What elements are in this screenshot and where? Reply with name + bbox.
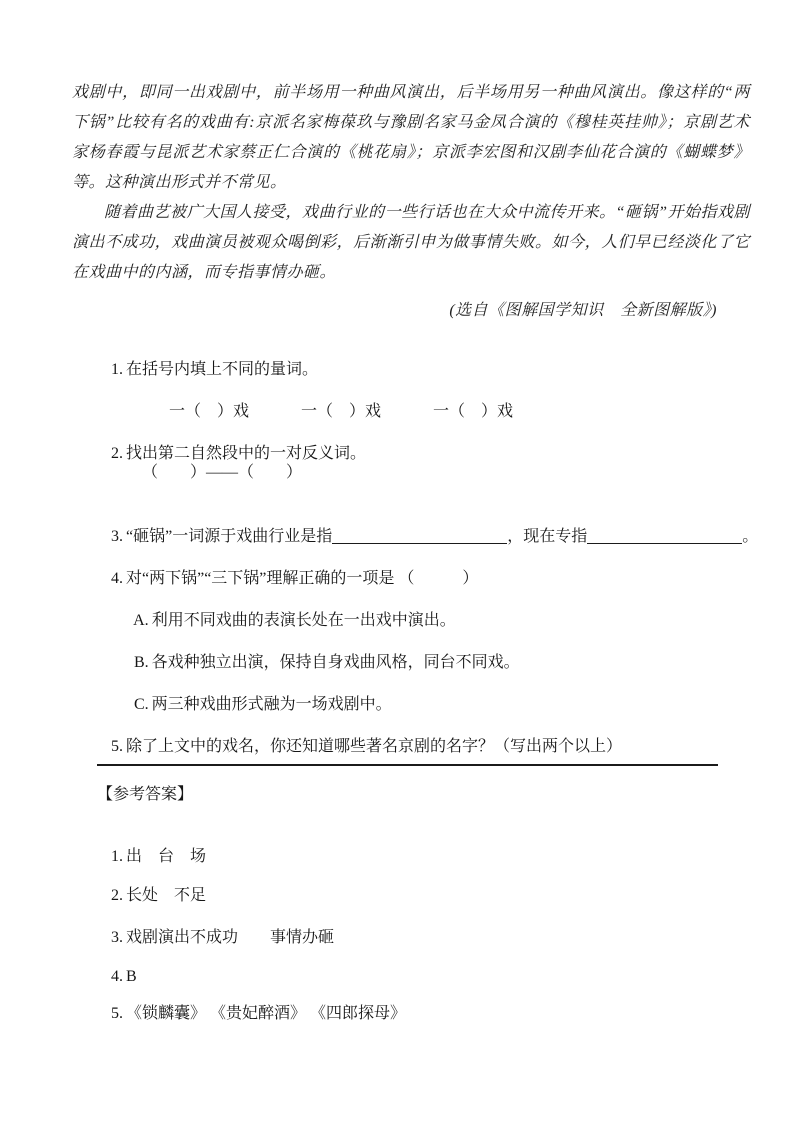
option-a-text: 利用不同戏曲的表演长处在一出戏中演出。 bbox=[151, 612, 456, 629]
question-2-number: 2. bbox=[111, 445, 123, 462]
question-2-text: 找出第二自然段中的一对反义词。 bbox=[126, 445, 367, 462]
quantifier-blank-group-3: 一（ ）戏 bbox=[433, 403, 514, 420]
option-b-text: 各戏种独立出演，保持自身戏曲风格，同台不同戏。 bbox=[151, 654, 520, 671]
question-3-blank-1 bbox=[332, 527, 507, 544]
answer-2-number: 2. bbox=[111, 887, 123, 904]
answer-5-text: 《锁麟囊》 《贵妃醉酒》 《四郎探母》 bbox=[126, 1005, 407, 1022]
question-1-number: 1. bbox=[111, 361, 123, 378]
passage-paragraph-2: 随着曲艺被广大国人接受，戏曲行业的一些行话也在大众中流传开来。“砸锅”开始指戏剧演出不成功，戏曲演员被观众喝倒彩，后渐渐引申为做事情失败。如今，人们早已经淡化了它在戏曲中的内涵，而专指事情办砸。 bbox=[72, 204, 750, 281]
question-5-text: 除了上文中的戏名，你还知道哪些著名京剧的名字？（写出两个以上） bbox=[126, 738, 623, 755]
question-4-text: 对“两下锅”“三下锅”理解正确的一项是 （ ） bbox=[126, 570, 479, 587]
question-5-number: 5. bbox=[111, 738, 123, 755]
passage-source: (选自《图解国学知识 全新图解版》) bbox=[449, 302, 717, 319]
question-4-number: 4. bbox=[111, 570, 123, 587]
answer-key-heading: 【参考答案】 bbox=[97, 786, 194, 803]
question-3-blank-2 bbox=[587, 527, 742, 544]
answer-1-text: 出 台 场 bbox=[126, 848, 207, 865]
option-b-label: B. bbox=[134, 654, 149, 671]
question-1-text: 在括号内填上不同的量词。 bbox=[126, 361, 319, 378]
option-c-label: C. bbox=[134, 696, 149, 713]
question-3-text-after: 。 bbox=[742, 528, 759, 545]
answer-5 bbox=[95, 981, 406, 1047]
passage-paragraph-1: 戏剧中，即同一出戏剧中，前半场用一种曲风演出，后半场用另一种曲风演出。像这样的“两下锅”比较有名的戏曲有:京派名家梅葆玖与豫剧名家马金凤合演的《穆桂英挂帅》；京剧艺术家杨春霞与昆派艺术家蔡正仁合演的《桃花扇》；京派李宏图和汉剧李仙花合演的《蝴蝶梦》等。这种演出形式并不常见。 bbox=[72, 84, 750, 191]
answer-5-number: 5. bbox=[111, 1005, 123, 1022]
reading-passage bbox=[72, 78, 750, 326]
question-3-number: 3. bbox=[111, 528, 123, 545]
question-5 bbox=[95, 714, 622, 780]
answer-4-text: B bbox=[126, 968, 137, 985]
answer-4-number: 4. bbox=[111, 968, 123, 985]
question-3-text-middle: ，现在专指 bbox=[507, 528, 588, 545]
answer-3-text: 戏剧演出不成功 事情办砸 bbox=[126, 929, 335, 946]
answer-1-number: 1. bbox=[111, 848, 123, 865]
quantifier-blank-group-1: 一（ ）戏 bbox=[169, 403, 250, 420]
quantifier-blank-group-2: 一（ ）戏 bbox=[301, 403, 382, 420]
option-a-label: A. bbox=[133, 612, 149, 629]
question-2-blank-row: （ ）——（ ） bbox=[142, 464, 303, 481]
question-3-text-before: “砸锅”一词源于戏曲行业是指 bbox=[126, 528, 333, 545]
section-divider bbox=[97, 764, 718, 766]
option-c-text: 两三种戏曲形式融为一场戏剧中。 bbox=[151, 696, 392, 713]
answer-2-text: 长处 不足 bbox=[126, 887, 207, 904]
answer-3-number: 3. bbox=[111, 929, 123, 946]
